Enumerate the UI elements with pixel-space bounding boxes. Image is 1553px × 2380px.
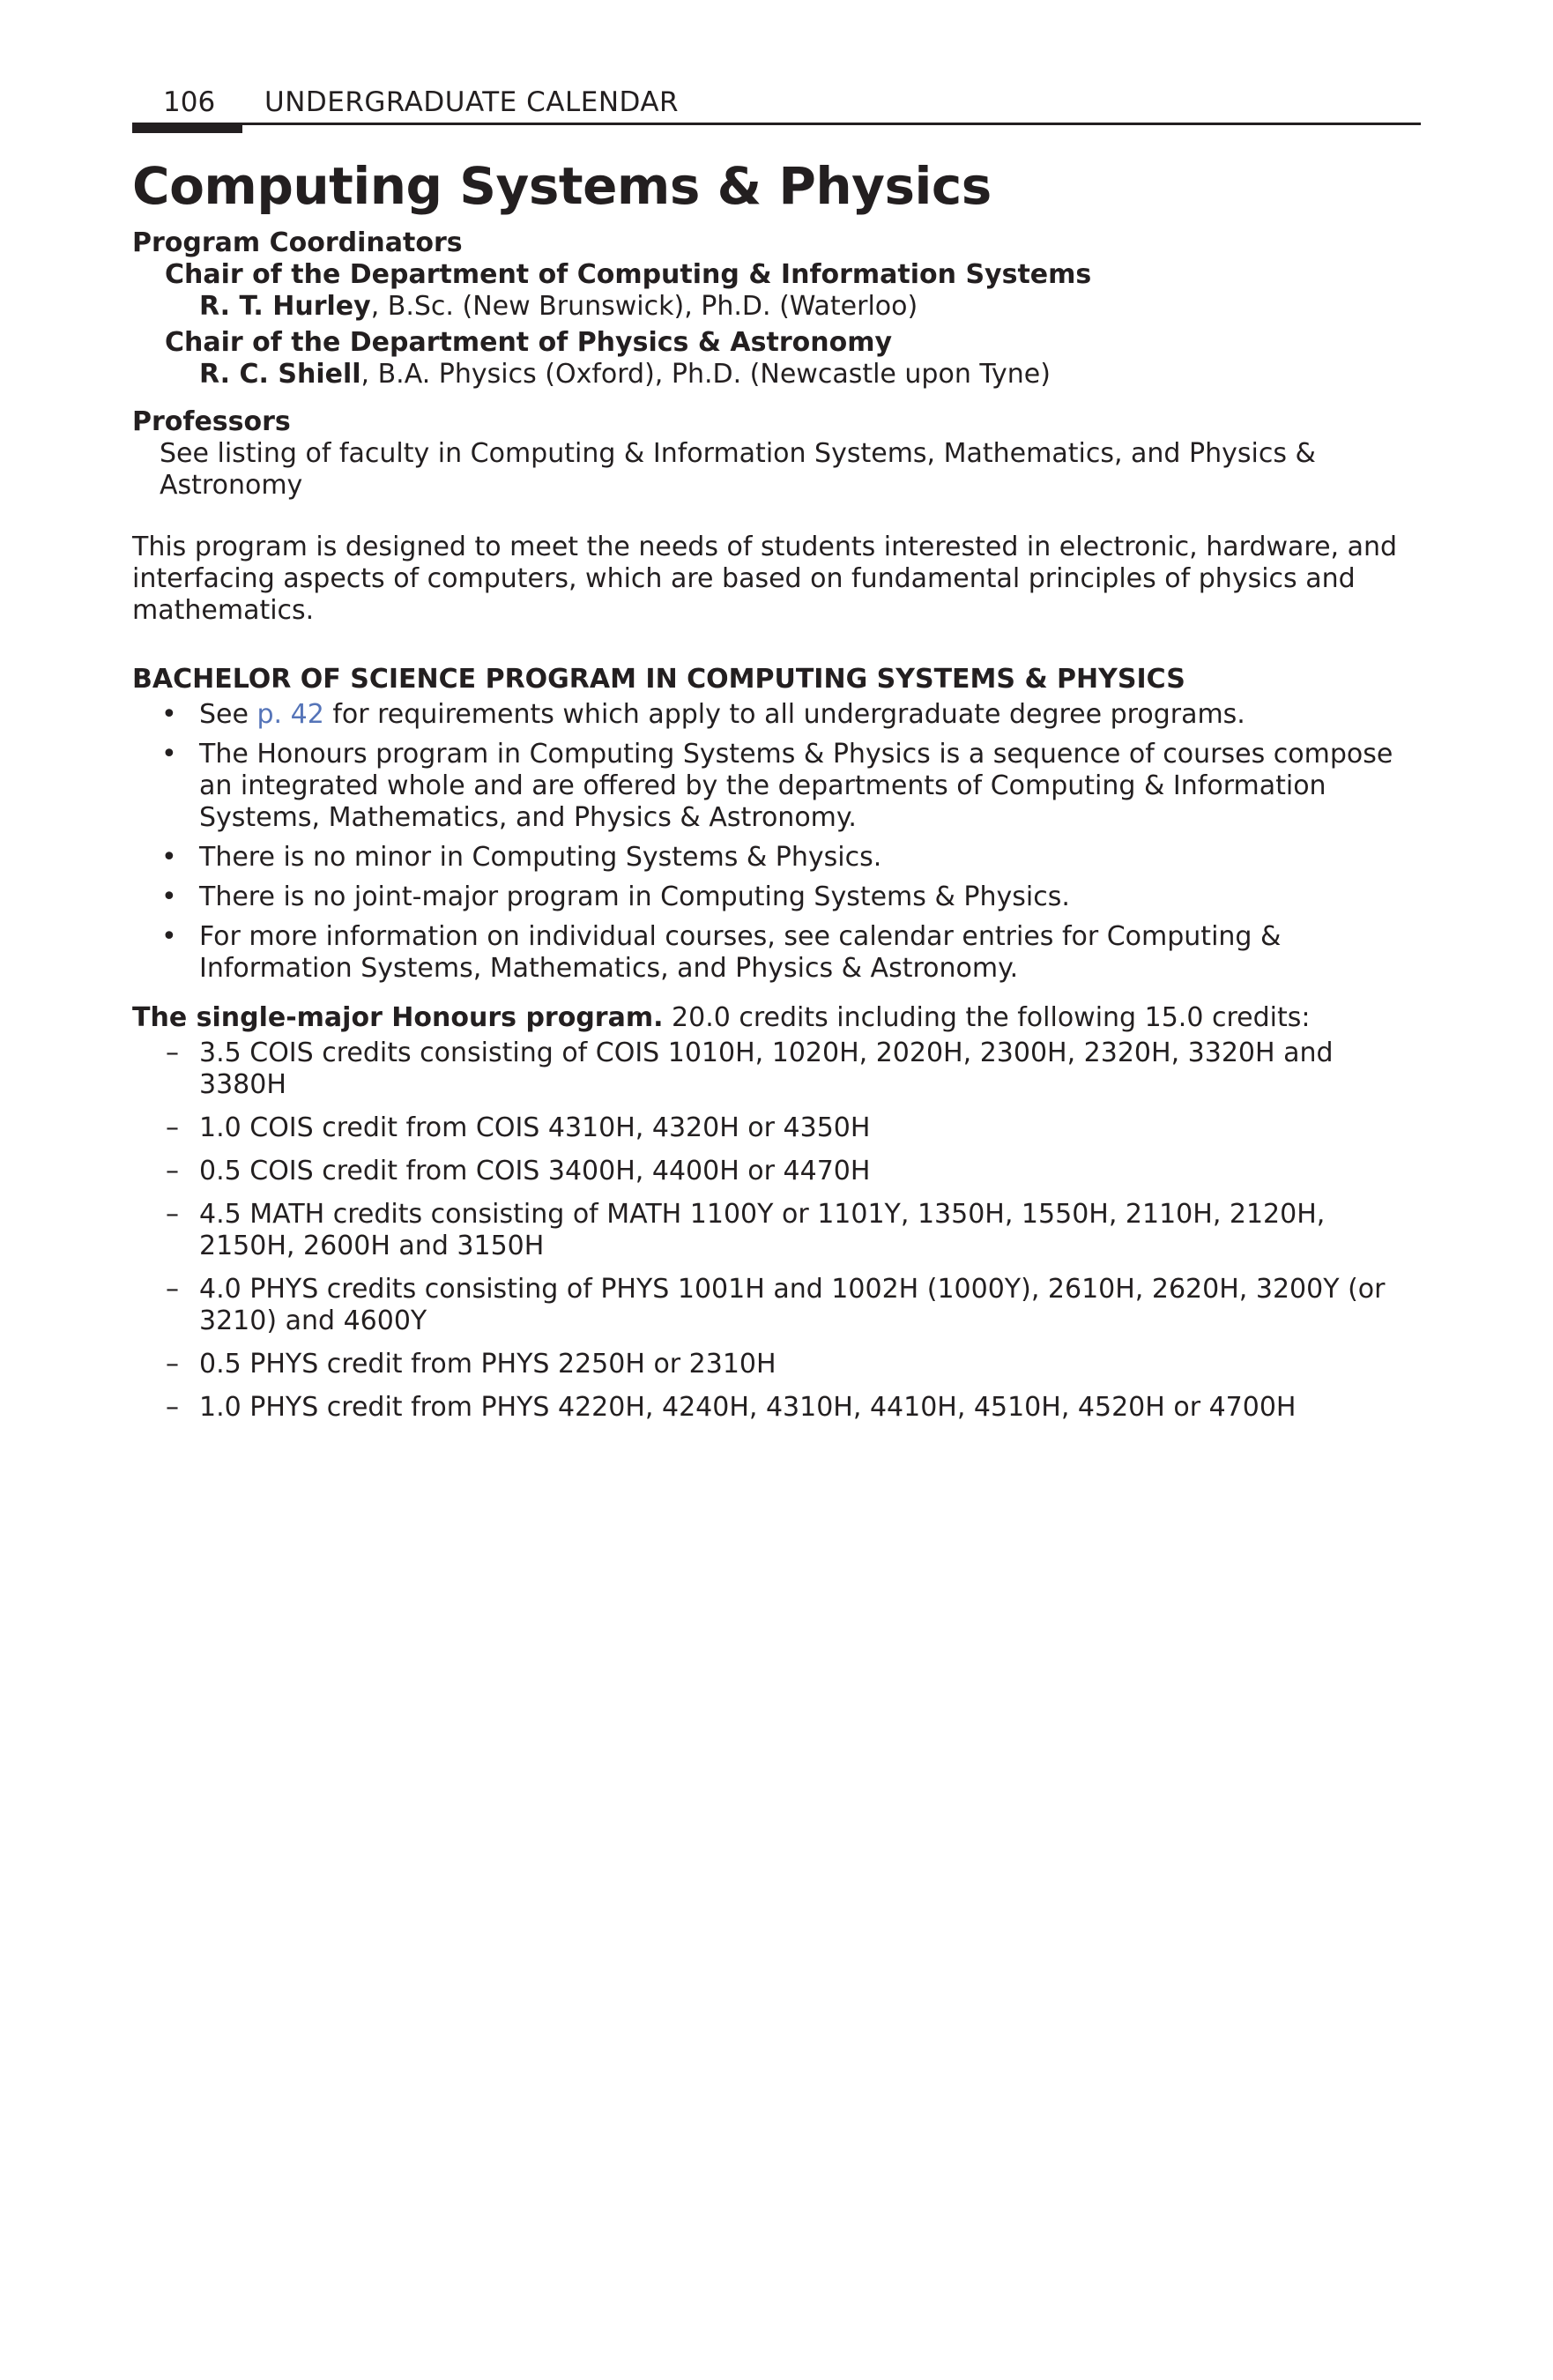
header-rule-accent xyxy=(132,123,242,133)
dash-marker: – xyxy=(166,1156,179,1186)
bullet-marker: • xyxy=(161,921,177,952)
requirement-text: 0.5 PHYS credit from PHYS 2250H or 2310H xyxy=(199,1349,776,1380)
bullet-marker: • xyxy=(161,699,177,730)
page-title: Computing Systems & Physics xyxy=(132,156,992,216)
coordinator-credentials-cis: , B.Sc. (New Brunswick), Ph.D. (Waterloo) xyxy=(370,291,918,322)
coordinator-credentials-physics: , B.A. Physics (Oxford), Ph.D. (Newcastle upon Tyne) xyxy=(360,359,1051,390)
dash-marker: – xyxy=(166,1392,179,1423)
bullet-marker: • xyxy=(161,739,177,770)
running-title: UNDERGRADUATE CALENDAR xyxy=(264,86,680,118)
coordinator-person-physics xyxy=(199,359,1421,390)
coordinator-role-physics: Chair of the Department of Physics & Astronomy xyxy=(165,327,893,358)
requirement-text: 0.5 COIS credit from COIS 3400H, 4400H or 4470H xyxy=(199,1156,871,1186)
bullet-text: See xyxy=(199,699,257,730)
requirement-text: 1.0 PHYS credit from PHYS 4220H, 4240H, 4310H, 4410H, 4510H, 4520H or 4700H xyxy=(199,1392,1297,1423)
page-number: 106 xyxy=(163,86,216,118)
list-item xyxy=(132,881,1421,913)
requirement-text: 1.0 COIS credit from COIS 4310H, 4320H or 4350H xyxy=(199,1112,871,1143)
coordinator-role-cis: Chair of the Department of Computing & Information Systems xyxy=(165,259,1092,290)
list-item xyxy=(132,1274,1421,1337)
honours-program-intro xyxy=(132,1002,1421,1034)
list-item xyxy=(132,1112,1421,1144)
professors-text: See listing of faculty in Computing & Information Systems, Mathematics, and Physics & Astronomy xyxy=(160,438,1316,501)
dash-marker: – xyxy=(166,1199,179,1230)
coordinators-label: Program Coordinators xyxy=(132,227,463,258)
coordinator-person-cis xyxy=(199,291,1421,323)
dash-marker: – xyxy=(166,1274,179,1305)
requirement-text: 3.5 COIS credits consisting of COIS 1010H, 1020H, 2020H, 2300H, 2320H, 3320H and 3380H xyxy=(199,1038,1334,1100)
bullet-text: The Honours program in Computing Systems & Physics is a sequence of courses compose an integrated whole and are offered by the departments of Computing & Information Systems, Mathematics, and Physics & Astronomy. xyxy=(199,739,1393,833)
bullet-marker: • xyxy=(161,881,177,912)
list-item xyxy=(132,1199,1421,1262)
bullet-text: For more information on individual courses, see calendar entries for Computing & Information Systems, Mathematics, and Physics & Astronomy. xyxy=(199,921,1282,984)
list-item xyxy=(132,921,1421,985)
list-item xyxy=(132,1156,1421,1187)
requirement-text: 4.5 MATH credits consisting of MATH 1100Y or 1101Y, 1350H, 1550H, 2110H, 2120H, 2150H, 2600H and 3150H xyxy=(199,1199,1326,1261)
bullet-text: There is no joint-major program in Computing Systems & Physics. xyxy=(199,881,1070,912)
main-content xyxy=(132,155,1421,1435)
bullet-text: There is no minor in Computing Systems & Physics. xyxy=(199,842,882,873)
page-link[interactable]: p. 42 xyxy=(256,699,324,730)
list-item xyxy=(132,1349,1421,1380)
coordinator-name-cis: R. T. Hurley xyxy=(199,291,371,322)
honours-program-text: 20.0 credits including the following 15.0 credits: xyxy=(663,1002,1311,1033)
professors-label: Professors xyxy=(132,406,291,437)
header-rule xyxy=(132,123,1421,125)
honours-requirements-list xyxy=(132,1038,1421,1424)
bullet-text: for requirements which apply to all undergraduate degree programs. xyxy=(323,699,1245,730)
bsc-heading: BACHELOR OF SCIENCE PROGRAM IN COMPUTING SYSTEMS & PHYSICS xyxy=(132,664,1185,695)
intro-paragraph: This program is designed to meet the needs of students interested in electronic, hardware, and interfacing aspects of computers, which are based on fundamental principles of physics and mathematics. xyxy=(132,532,1398,626)
list-item xyxy=(132,1038,1421,1101)
requirement-text: 4.0 PHYS credits consisting of PHYS 1001H and 1002H (1000Y), 2610H, 2620H, 3200Y (or 3210) and 4600Y xyxy=(199,1274,1386,1336)
list-item xyxy=(132,739,1421,834)
dash-marker: – xyxy=(166,1349,179,1380)
bsc-bullet-list xyxy=(132,699,1421,985)
honours-program-label: The single-major Honours program. xyxy=(132,1002,664,1033)
bullet-marker: • xyxy=(161,842,177,873)
list-item xyxy=(132,699,1421,731)
list-item xyxy=(132,842,1421,874)
dash-marker: – xyxy=(166,1038,179,1068)
coordinator-name-physics: R. C. Shiell xyxy=(199,359,361,390)
dash-marker: – xyxy=(166,1112,179,1143)
list-item xyxy=(132,1392,1421,1424)
